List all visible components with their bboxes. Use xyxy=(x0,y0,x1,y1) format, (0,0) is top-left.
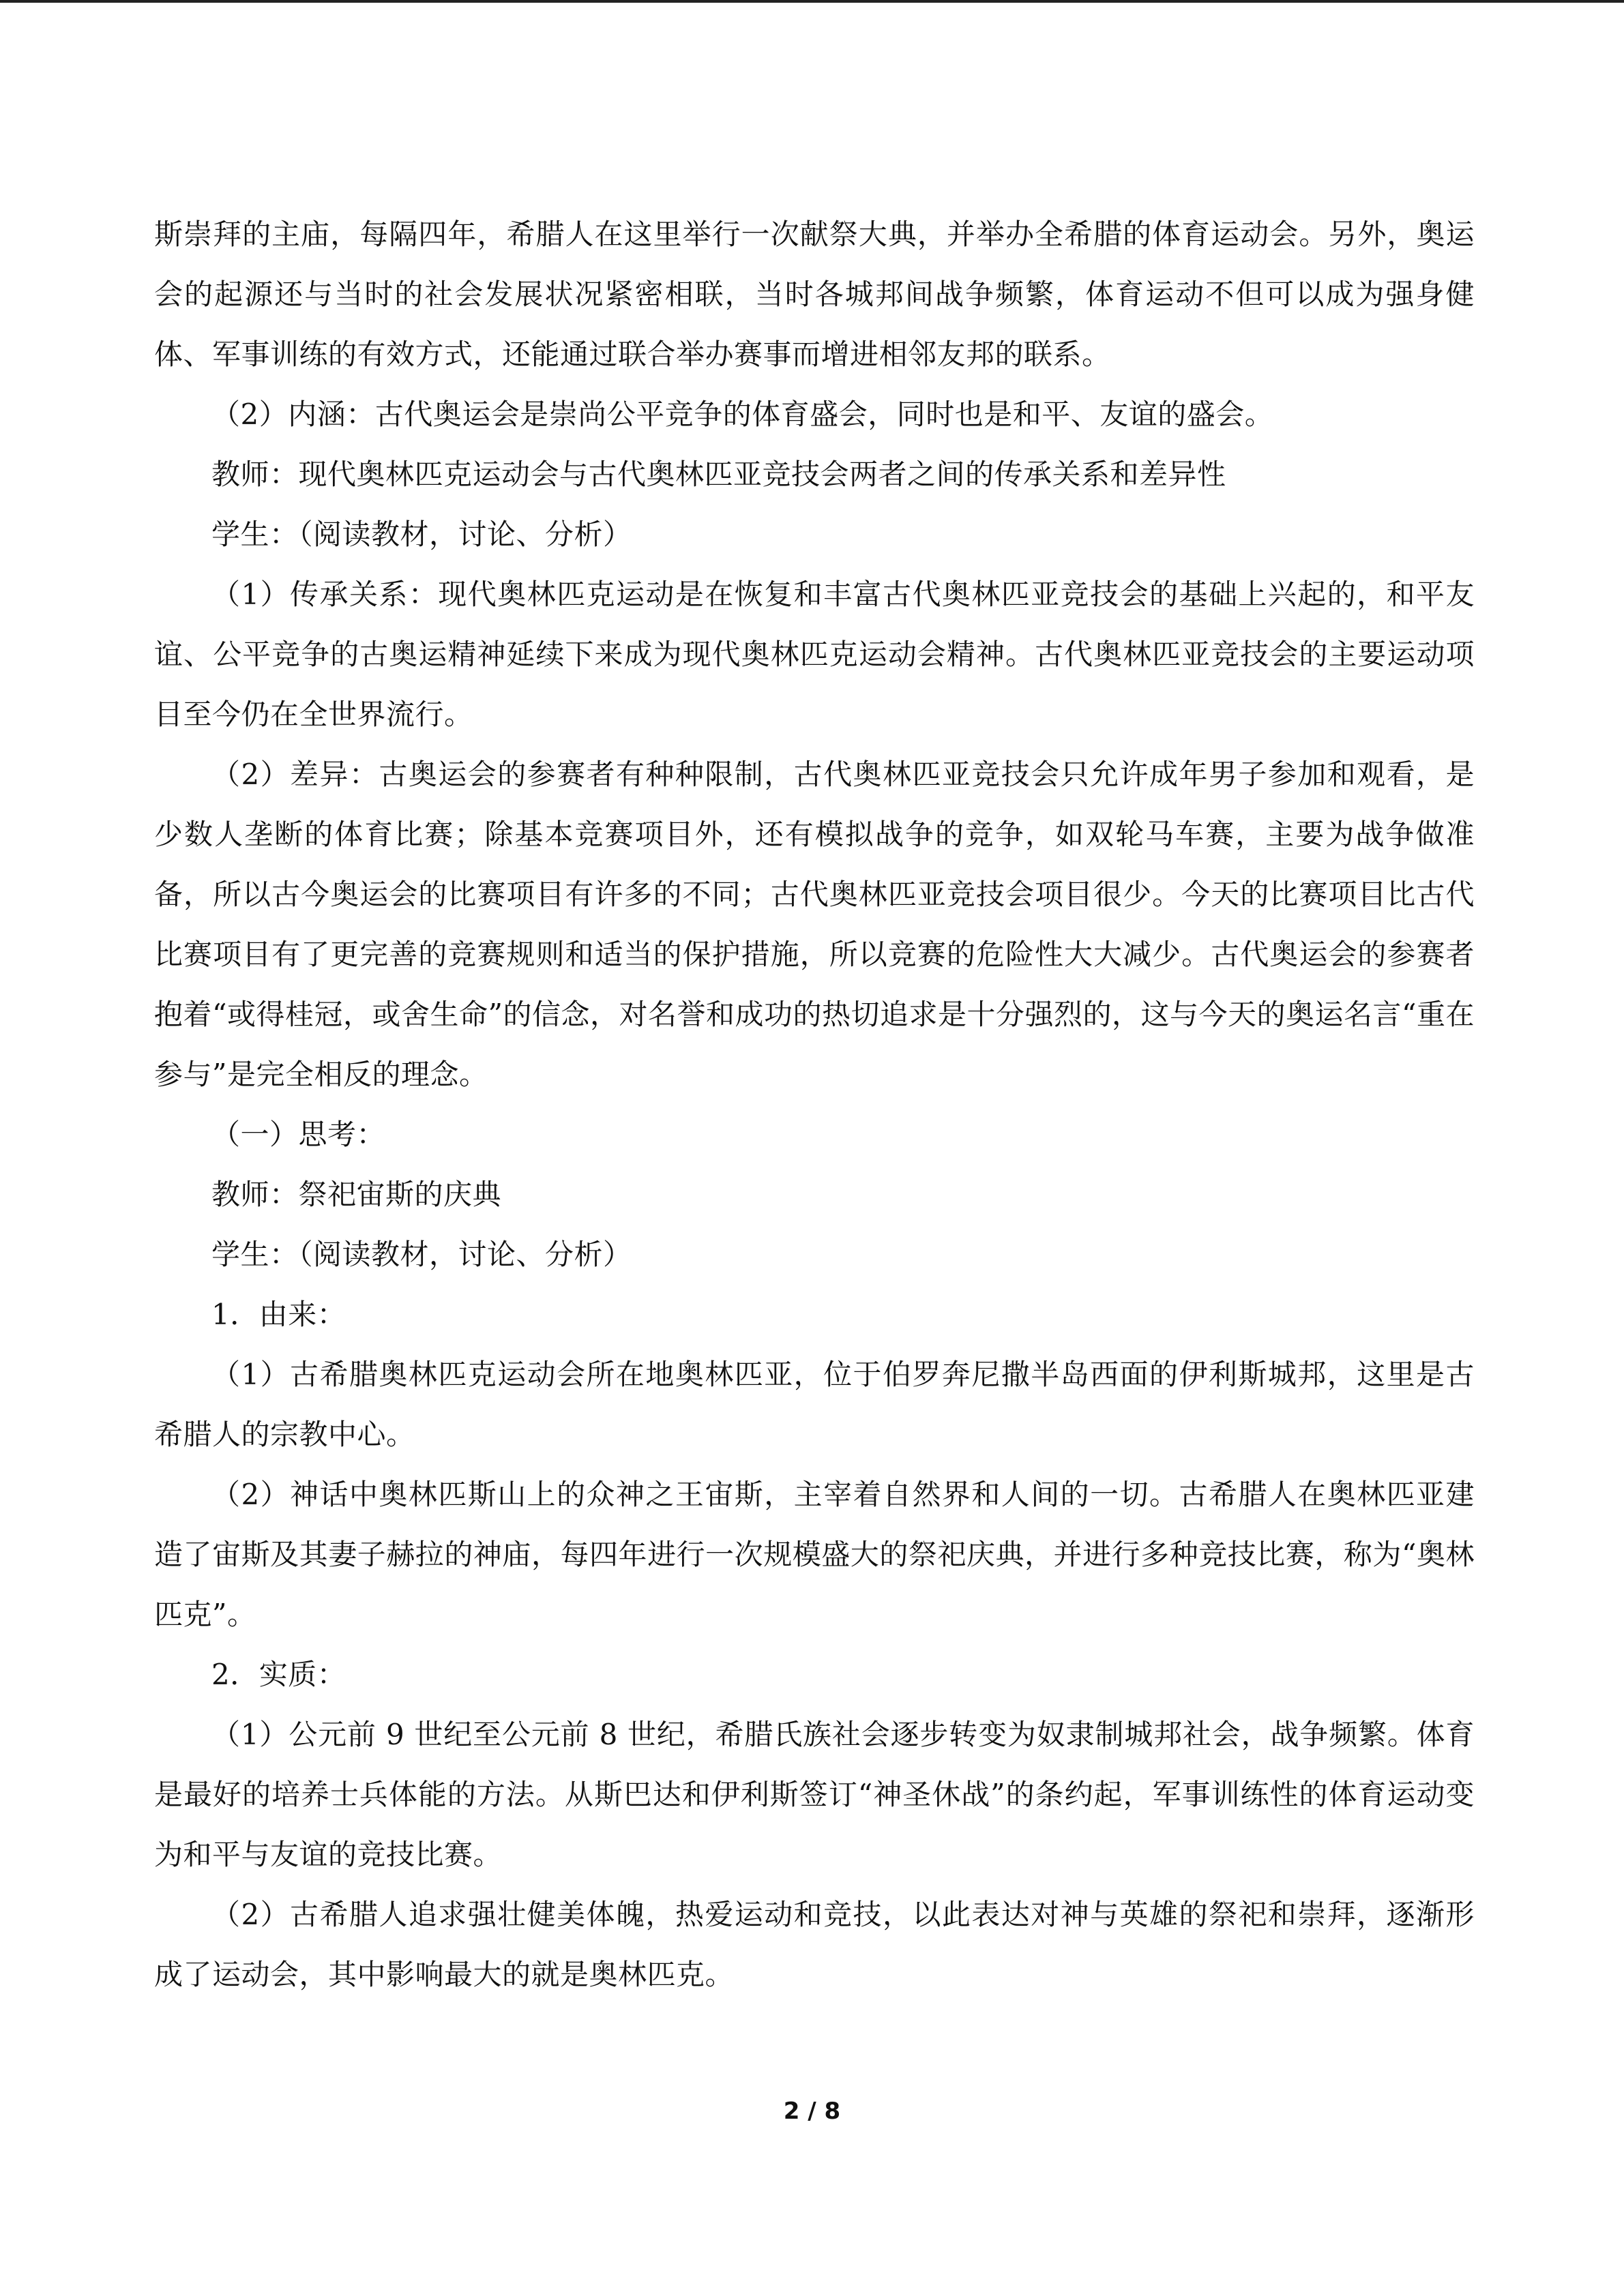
paragraph-5: （1）传承关系：现代奥林匹克运动是在恢复和丰富古代奥林匹亚竞技会的基础上兴起的，和平友谊、公平竞争的古奥运精神延续下来成为现代奥林匹克运动会精神。古代奥林匹亚竞技会的主要运动项目至今仍在全世界流行。 xyxy=(154,578,1475,731)
paragraph-6: （2）差异：古奥运会的参赛者有种种限制，古代奥林匹亚竞技会只允许成年男子参加和观看，是少数人垄断的体育比赛；除基本竞赛项目外，还有模拟战争的竞争，如双轮马车赛，主要为战争做准备，所以古今奥运会的比赛项目有许多的不同；古代奥林匹亚竞技会项目很少。今天的比赛项目比古代比赛项目有了更完善的竞赛规则和适当的保护措施，所以竞赛的危险性大大减少。古代奥运会的参赛者抱着“或得桂冠，或舍生命”的信念，对名誉和成功的热切追求是十分强烈的，这与今天的奥运名言“重在参与”是完全相反的理念。 xyxy=(154,758,1475,1091)
paragraph-7: （一）思考： xyxy=(211,1118,386,1151)
paragraph-9: 学生：（阅读教材，讨论、分析） xyxy=(211,1238,632,1271)
paragraph-10: 1．由来： xyxy=(211,1298,346,1331)
paragraph-13: 2．实质： xyxy=(211,1658,346,1691)
paragraph-2: （2）内涵：古代奥运会是崇尚公平竞争的体育盛会，同时也是和平、友谊的盛会。 xyxy=(211,398,1274,431)
document-body xyxy=(154,205,1475,2005)
paragraph-11: （1）古希腊奥林匹克运动会所在地奥林匹亚，位于伯罗奔尼撒半岛西面的伊利斯城邦，这里是古希腊人的宗教中心。 xyxy=(154,1358,1475,1451)
paragraph-4: 学生：（阅读教材，讨论、分析） xyxy=(211,518,632,551)
page-number: 2 / 8 xyxy=(783,2098,841,2125)
paragraph-1: 斯崇拜的主庙，每隔四年，希腊人在这里举行一次献祭大典，并举办全希腊的体育运动会。另外，奥运会的起源还与当时的社会发展状况紧密相联，当时各城邦间战争频繁，体育运动不但可以成为强身健体、军事训练的有效方式，还能通过联合举办赛事而增进相邻友邦的联系。 xyxy=(154,218,1475,371)
top-border-line xyxy=(0,0,1624,3)
paragraph-8: 教师：祭祀宙斯的庆典 xyxy=(211,1178,502,1211)
paragraph-12: （2）神话中奥林匹斯山上的众神之王宙斯，主宰着自然界和人间的一切。古希腊人在奥林匹亚建造了宙斯及其妻子赫拉的神庙，每四年进行一次规模盛大的祭祀庆典，并进行多种竞技比赛，称为“奥林匹克”。 xyxy=(154,1478,1475,1631)
paragraph-15: （2）古希腊人追求强壮健美体魄，热爱运动和竞技，以此表达对神与英雄的祭祀和崇拜，逐渐形成了运动会，其中影响最大的就是奥林匹克。 xyxy=(154,1898,1475,1991)
paragraph-14: （1）公元前 9 世纪至公元前 8 世纪，希腊氏族社会逐步转变为奴隶制城邦社会，战争频繁。体育是最好的培养士兵体能的方法。从斯巴达和伊利斯签订“神圣休战”的条约起，军事训练性的体育运动变为和平与友谊的竞技比赛。 xyxy=(154,1718,1475,1871)
paragraph-3: 教师：现代奥林匹克运动会与古代奥林匹亚竞技会两者之间的传承关系和差异性 xyxy=(211,458,1226,491)
